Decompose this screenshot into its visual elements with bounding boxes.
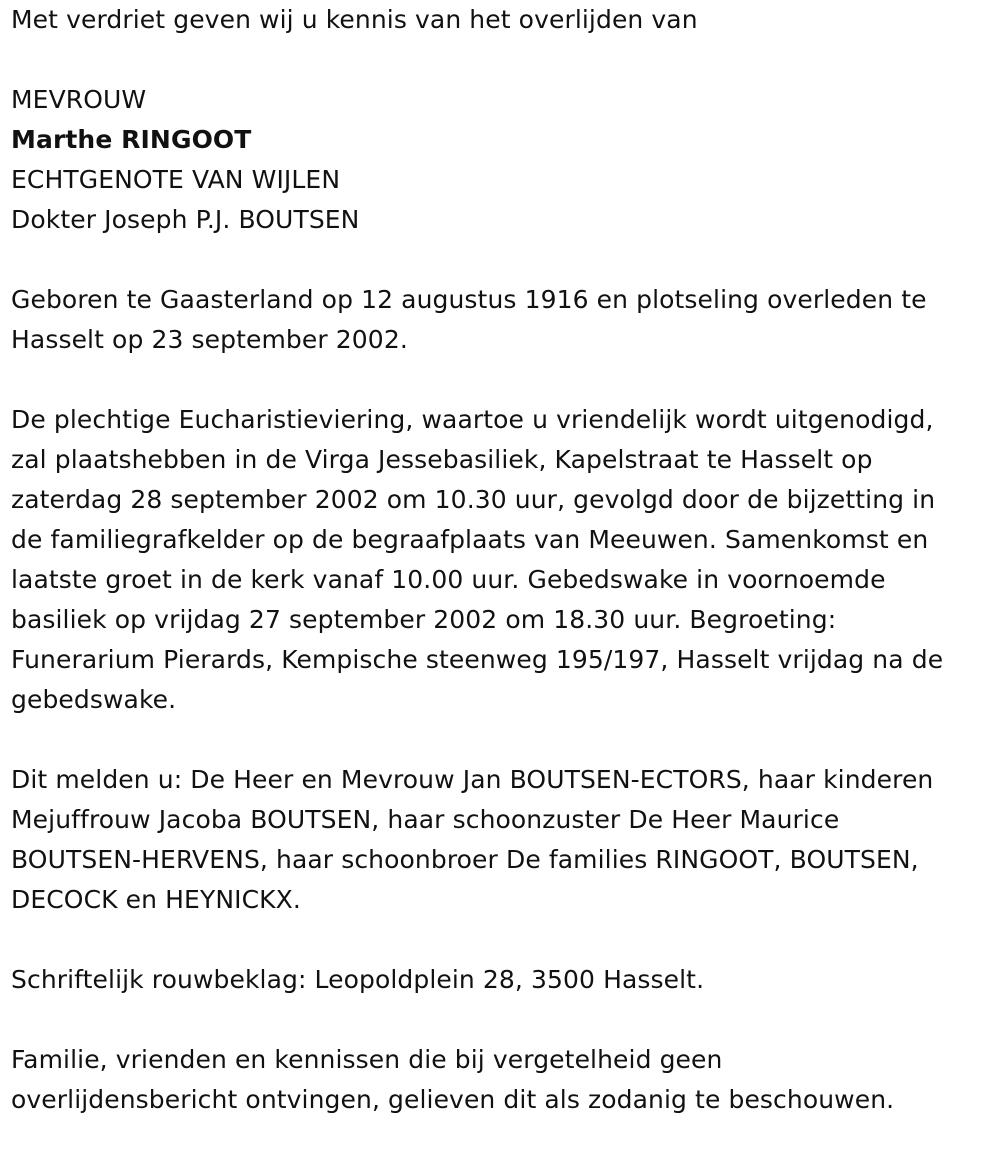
closing-paragraph	[11, 1040, 996, 1120]
paragraph-line: BOUTSEN-HERVENS, haar schoonbroer De families RINGOOT, BOUTSEN,	[11, 845, 919, 874]
paragraph-line: zal plaatshebben in de Virga Jessebasiliek, Kapelstraat te Hasselt op	[11, 445, 873, 474]
paragraph-line: Geboren te Gaasterland op 12 augustus 1916 en plotseling overleden te	[11, 285, 927, 314]
condolence-address: Schriftelijk rouwbeklag: Leopoldplein 28, 3500 Hasselt.	[11, 965, 705, 994]
spacer	[11, 920, 996, 960]
deceased-name: Marthe RINGOOT	[11, 125, 252, 154]
paragraph-line: gebedswake.	[11, 685, 177, 714]
spacer	[11, 1000, 996, 1040]
paragraph-line: Mejuffrouw Jacoba BOUTSEN, haar schoonzuster De Heer Maurice	[11, 805, 840, 834]
family-paragraph	[11, 760, 996, 920]
paragraph-line: zaterdag 28 september 2002 om 10.30 uur, gevolgd door de bijzetting in	[11, 485, 936, 514]
paragraph-line: overlijdensbericht ontvingen, gelieven dit als zodanig te beschouwen.	[11, 1085, 895, 1114]
paragraph-line: De plechtige Eucharistieviering, waartoe u vriendelijk wordt uitgenodigd,	[11, 405, 934, 434]
ceremony-paragraph	[11, 400, 996, 720]
spacer	[11, 40, 996, 80]
paragraph-line: de familiegrafkelder op de begraafplaats van Meeuwen. Samenkomst en	[11, 525, 929, 554]
paragraph-line: Funerarium Pierards, Kempische steenweg 195/197, Hasselt vrijdag na de	[11, 645, 944, 674]
obituary-notice	[11, 0, 996, 1120]
intro-text: Met verdriet geven wij u kennis van het overlijden van	[11, 5, 698, 34]
honorific-title: MEVROUW	[11, 85, 147, 114]
paragraph-line: laatste groet in de kerk vanaf 10.00 uur. Gebedswake in voornoemde	[11, 565, 886, 594]
birth-death-paragraph	[11, 280, 996, 360]
paragraph-line: Dit melden u: De Heer en Mevrouw Jan BOUTSEN-ECTORS, haar kinderen	[11, 765, 934, 794]
paragraph-line: Familie, vrienden en kennissen die bij vergetelheid geen	[11, 1045, 723, 1074]
relation-text: ECHTGENOTE VAN WIJLEN	[11, 165, 341, 194]
paragraph-line: DECOCK en HEYNICKX.	[11, 885, 301, 914]
spacer	[11, 240, 996, 280]
paragraph-line: Hasselt op 23 september 2002.	[11, 325, 408, 354]
spouse-name: Dokter Joseph P.J. BOUTSEN	[11, 205, 360, 234]
spacer	[11, 720, 996, 760]
spacer	[11, 360, 996, 400]
paragraph-line: basiliek op vrijdag 27 september 2002 om 18.30 uur. Begroeting:	[11, 605, 837, 634]
